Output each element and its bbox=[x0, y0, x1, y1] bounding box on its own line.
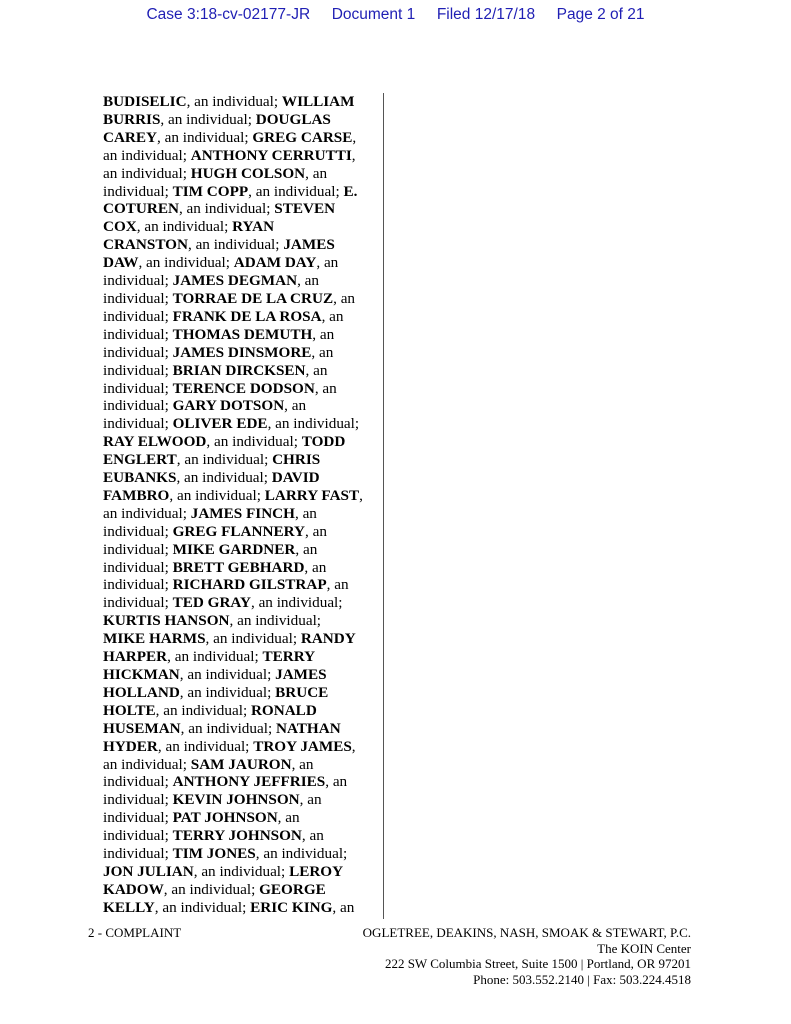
party-descriptor: , an bbox=[311, 343, 334, 361]
caption-line bbox=[103, 111, 383, 129]
caption-line bbox=[103, 165, 383, 183]
party-name: KELLY bbox=[103, 898, 155, 916]
caption-line bbox=[103, 863, 383, 881]
party-descriptor: , an bbox=[305, 164, 328, 182]
party-name: ENGLERT bbox=[103, 451, 177, 469]
party-name: HUGH COLSON bbox=[190, 164, 306, 182]
party-name: STEVEN bbox=[274, 200, 336, 218]
caption-line bbox=[103, 559, 383, 577]
page-indicator: Page 2 of 21 bbox=[556, 6, 645, 23]
caption-line bbox=[103, 415, 383, 433]
caption-line bbox=[103, 147, 383, 165]
firm-building: The KOIN Center bbox=[597, 940, 691, 956]
party-descriptor: , an individual; bbox=[205, 630, 301, 648]
party-descriptor: an individual; bbox=[103, 755, 191, 773]
party-name: HOLLAND bbox=[103, 683, 180, 701]
party-name: WILLIAM bbox=[281, 93, 355, 110]
party-descriptor: , an individual; bbox=[186, 93, 282, 110]
party-name: DOUGLAS bbox=[255, 110, 331, 128]
caption-line bbox=[103, 899, 383, 917]
party-descriptor: , an individual; bbox=[179, 683, 276, 701]
party-name: TODD bbox=[301, 433, 346, 451]
caption-line bbox=[103, 809, 383, 827]
party-name: TERRY bbox=[262, 648, 316, 666]
party-descriptor: , an bbox=[297, 272, 319, 290]
party-name: ANTHONY JEFFRIES bbox=[172, 773, 326, 791]
party-descriptor: , an individual; bbox=[206, 433, 302, 451]
party-descriptor: individual; bbox=[103, 594, 173, 612]
caption-line bbox=[103, 576, 383, 594]
party-name: RICHARD GILSTRAP bbox=[172, 576, 327, 594]
party-name: TORRAE DE LA CRUZ bbox=[172, 289, 334, 307]
caption-line bbox=[103, 684, 383, 702]
party-name: RANDY bbox=[300, 630, 356, 648]
party-name: BRUCE bbox=[275, 683, 329, 701]
caption-line bbox=[103, 218, 383, 236]
caption-line bbox=[103, 827, 383, 845]
firm-address: 222 SW Columbia Street, Suite 1500 | Portland, OR 97201 bbox=[384, 956, 691, 972]
party-name: KEVIN JOHNSON bbox=[172, 791, 300, 809]
party-descriptor: , an bbox=[299, 791, 322, 809]
party-name: LEROY bbox=[289, 862, 344, 880]
caption-line bbox=[103, 183, 383, 201]
party-name: JAMES bbox=[283, 236, 335, 254]
party-descriptor: , an individual; bbox=[229, 612, 322, 630]
footer-page-label: 2 - COMPLAINT bbox=[88, 925, 182, 940]
party-name: LARRY FAST bbox=[264, 486, 360, 504]
party-descriptor: individual; bbox=[103, 343, 173, 361]
party-name: GEORGE bbox=[259, 880, 326, 898]
caption-line bbox=[103, 236, 383, 254]
party-descriptor: , an bbox=[316, 254, 339, 272]
caption-line bbox=[103, 720, 383, 738]
document-number: Document 1 bbox=[331, 6, 416, 23]
party-name: CAREY bbox=[103, 128, 158, 146]
party-descriptor: , an individual; bbox=[163, 880, 260, 898]
party-descriptor: , an individual; bbox=[157, 128, 253, 146]
party-descriptor: , an individual; bbox=[176, 469, 272, 487]
party-descriptor: , an individual; bbox=[176, 451, 273, 469]
party-name: BRIAN DIRCKSEN bbox=[172, 361, 306, 379]
party-name: MIKE HARMS bbox=[103, 630, 206, 648]
party-name: CRANSTON bbox=[103, 236, 188, 254]
party-descriptor: , an bbox=[325, 773, 348, 791]
party-descriptor: individual; bbox=[103, 361, 173, 379]
party-descriptor: individual; bbox=[103, 827, 173, 845]
party-descriptor: , an individual; bbox=[178, 200, 275, 218]
caption-line bbox=[103, 630, 383, 648]
party-name: JAMES bbox=[275, 666, 327, 683]
caption-line bbox=[103, 773, 383, 791]
caption-line bbox=[103, 362, 383, 380]
party-descriptor: , bbox=[359, 486, 363, 504]
party-descriptor: , bbox=[351, 146, 356, 164]
party-descriptor: , an individual; bbox=[193, 862, 290, 880]
party-descriptor: individual; bbox=[103, 540, 173, 558]
caption-line bbox=[103, 541, 383, 559]
party-descriptor: , an bbox=[291, 755, 314, 773]
caption-column bbox=[103, 93, 384, 919]
party-descriptor: , an individual; bbox=[187, 236, 284, 254]
party-name: BURRIS bbox=[103, 110, 161, 128]
party-descriptor: , an bbox=[305, 361, 328, 379]
party-descriptor: an individual; bbox=[103, 146, 191, 164]
party-descriptor: an individual; bbox=[103, 164, 191, 182]
party-descriptor: , an individual; bbox=[157, 737, 254, 755]
party-descriptor: , an individual; bbox=[136, 218, 233, 236]
party-name: OLIVER EDE bbox=[172, 415, 268, 433]
party-name: GREG CARSE bbox=[252, 128, 353, 146]
case-header bbox=[0, 6, 791, 24]
party-name: E. bbox=[343, 182, 358, 200]
caption-line bbox=[103, 129, 383, 147]
party-name: JAMES DINSMORE bbox=[172, 343, 312, 361]
party-descriptor: individual; bbox=[103, 522, 173, 540]
party-name: SAM JAURON bbox=[190, 755, 292, 773]
party-name: COX bbox=[103, 218, 137, 236]
caption-line bbox=[103, 254, 383, 272]
caption-line bbox=[103, 702, 383, 720]
party-descriptor: individual; bbox=[103, 845, 173, 863]
party-descriptor: individual; bbox=[103, 397, 173, 415]
caption-line bbox=[103, 200, 383, 218]
caption-line bbox=[103, 523, 383, 541]
party-descriptor: , an individual; bbox=[154, 898, 251, 916]
party-name: PAT JOHNSON bbox=[172, 809, 278, 827]
party-descriptor: , an individual; bbox=[250, 594, 343, 612]
party-descriptor: , an bbox=[294, 504, 317, 522]
caption-line bbox=[103, 344, 383, 362]
party-name: JAMES DEGMAN bbox=[172, 272, 298, 290]
party-name: TERENCE DODSON bbox=[172, 379, 315, 397]
party-descriptor: , an individual; bbox=[160, 110, 256, 128]
caption-line bbox=[103, 666, 383, 684]
party-name: ERIC KING bbox=[250, 898, 333, 916]
party-descriptor: , an individual; bbox=[255, 845, 348, 863]
party-name: HARPER bbox=[103, 648, 168, 666]
party-name: KADOW bbox=[103, 880, 164, 898]
party-name: KURTIS HANSON bbox=[103, 612, 230, 630]
caption-line bbox=[103, 505, 383, 523]
party-name: NATHAN bbox=[275, 719, 341, 737]
party-descriptor: , an individual; bbox=[267, 415, 360, 433]
party-name: GREG FLANNERY bbox=[172, 522, 305, 540]
party-name: TERRY JOHNSON bbox=[172, 827, 302, 845]
party-name: GARY DOTSON bbox=[172, 397, 285, 415]
caption-line bbox=[103, 272, 383, 290]
party-descriptor: individual; bbox=[103, 379, 173, 397]
party-name: CHRIS bbox=[272, 451, 321, 469]
party-descriptor: , an bbox=[321, 307, 344, 325]
party-descriptor: , an bbox=[304, 558, 327, 576]
firm-contact: Phone: 503.552.2140 | Fax: 503.224.4518 bbox=[473, 971, 691, 987]
party-name: EUBANKS bbox=[103, 469, 177, 487]
party-descriptor: , an bbox=[332, 898, 355, 916]
caption-line bbox=[103, 648, 383, 666]
party-descriptor: individual; bbox=[103, 576, 173, 594]
party-descriptor: , an bbox=[326, 576, 349, 594]
caption-line bbox=[103, 308, 383, 326]
caption-line bbox=[103, 469, 383, 487]
party-descriptor: , an bbox=[312, 325, 335, 343]
caption-line bbox=[103, 326, 383, 344]
caption-line bbox=[103, 594, 383, 612]
party-descriptor: , an bbox=[333, 289, 356, 307]
party-name: THOMAS DEMUTH bbox=[172, 325, 313, 343]
party-list bbox=[103, 93, 383, 917]
party-name: MIKE GARDNER bbox=[172, 540, 296, 558]
party-descriptor: , an individual; bbox=[138, 254, 234, 272]
party-name: RYAN bbox=[232, 218, 275, 236]
party-descriptor: , bbox=[351, 737, 356, 755]
party-descriptor: , an individual; bbox=[248, 182, 344, 200]
party-name: JON JULIAN bbox=[103, 862, 194, 880]
caption-line bbox=[103, 433, 383, 451]
party-descriptor: , an bbox=[295, 540, 318, 558]
party-descriptor: , an individual; bbox=[167, 648, 263, 666]
party-descriptor: , bbox=[352, 128, 357, 146]
caption-line bbox=[103, 451, 383, 469]
party-descriptor: individual; bbox=[103, 307, 173, 325]
caption-line bbox=[103, 380, 383, 398]
party-name: HOLTE bbox=[103, 701, 156, 719]
party-descriptor: , an bbox=[284, 397, 307, 415]
party-name: TED GRAY bbox=[172, 594, 251, 612]
firm-block bbox=[363, 925, 691, 987]
caption-line bbox=[103, 93, 383, 111]
party-name: FAMBRO bbox=[103, 486, 170, 504]
party-descriptor: , an bbox=[301, 827, 324, 845]
party-name: BUDISELIC bbox=[103, 93, 187, 110]
case-number: Case 3:18-cv-02177-JR bbox=[146, 6, 311, 23]
party-name: JAMES FINCH bbox=[190, 504, 295, 522]
caption-line bbox=[103, 845, 383, 863]
filed-date: Filed 12/17/18 bbox=[436, 6, 536, 23]
party-descriptor: , an individual; bbox=[169, 486, 265, 504]
party-name: FRANK DE LA ROSA bbox=[172, 307, 322, 325]
party-descriptor: individual; bbox=[103, 773, 173, 791]
party-descriptor: , an individual; bbox=[180, 719, 276, 737]
caption-line bbox=[103, 881, 383, 899]
caption-line bbox=[103, 487, 383, 505]
caption-line bbox=[103, 397, 383, 415]
party-descriptor: an individual; bbox=[103, 504, 191, 522]
party-name: ANTHONY CERRUTTI bbox=[190, 146, 352, 164]
party-descriptor: , an bbox=[304, 522, 327, 540]
party-descriptor: individual; bbox=[103, 182, 173, 200]
party-name: COTUREN bbox=[103, 200, 179, 218]
party-descriptor: individual; bbox=[103, 272, 173, 290]
party-descriptor: individual; bbox=[103, 325, 173, 343]
party-descriptor: individual; bbox=[103, 289, 173, 307]
party-descriptor: individual; bbox=[103, 791, 173, 809]
caption-line bbox=[103, 756, 383, 774]
party-descriptor: , an individual; bbox=[179, 666, 276, 683]
firm-name: OGLETREE, DEAKINS, NASH, SMOAK & STEWART, P.C. bbox=[362, 925, 691, 940]
party-name: RONALD bbox=[250, 701, 317, 719]
party-name: RAY ELWOOD bbox=[103, 433, 207, 451]
party-descriptor: individual; bbox=[103, 558, 173, 576]
party-name: BRETT GEBHARD bbox=[172, 558, 305, 576]
party-name: TIM JONES bbox=[172, 845, 256, 863]
caption-line bbox=[103, 738, 383, 756]
party-name: ADAM DAY bbox=[233, 254, 317, 272]
party-name: HUSEMAN bbox=[103, 719, 181, 737]
party-name: HICKMAN bbox=[103, 666, 180, 683]
party-descriptor: individual; bbox=[103, 809, 173, 827]
party-name: HYDER bbox=[103, 737, 158, 755]
party-name: TROY JAMES bbox=[253, 737, 352, 755]
party-name: TIM COPP bbox=[172, 182, 249, 200]
party-name: DAVID bbox=[271, 469, 320, 487]
party-descriptor: , an bbox=[277, 809, 300, 827]
caption-line bbox=[103, 290, 383, 308]
party-descriptor: , an individual; bbox=[155, 701, 251, 719]
party-name: DAW bbox=[103, 254, 139, 272]
caption-line bbox=[103, 612, 383, 630]
party-descriptor: , an bbox=[314, 379, 337, 397]
caption-line bbox=[103, 791, 383, 809]
party-descriptor: individual; bbox=[103, 415, 173, 433]
